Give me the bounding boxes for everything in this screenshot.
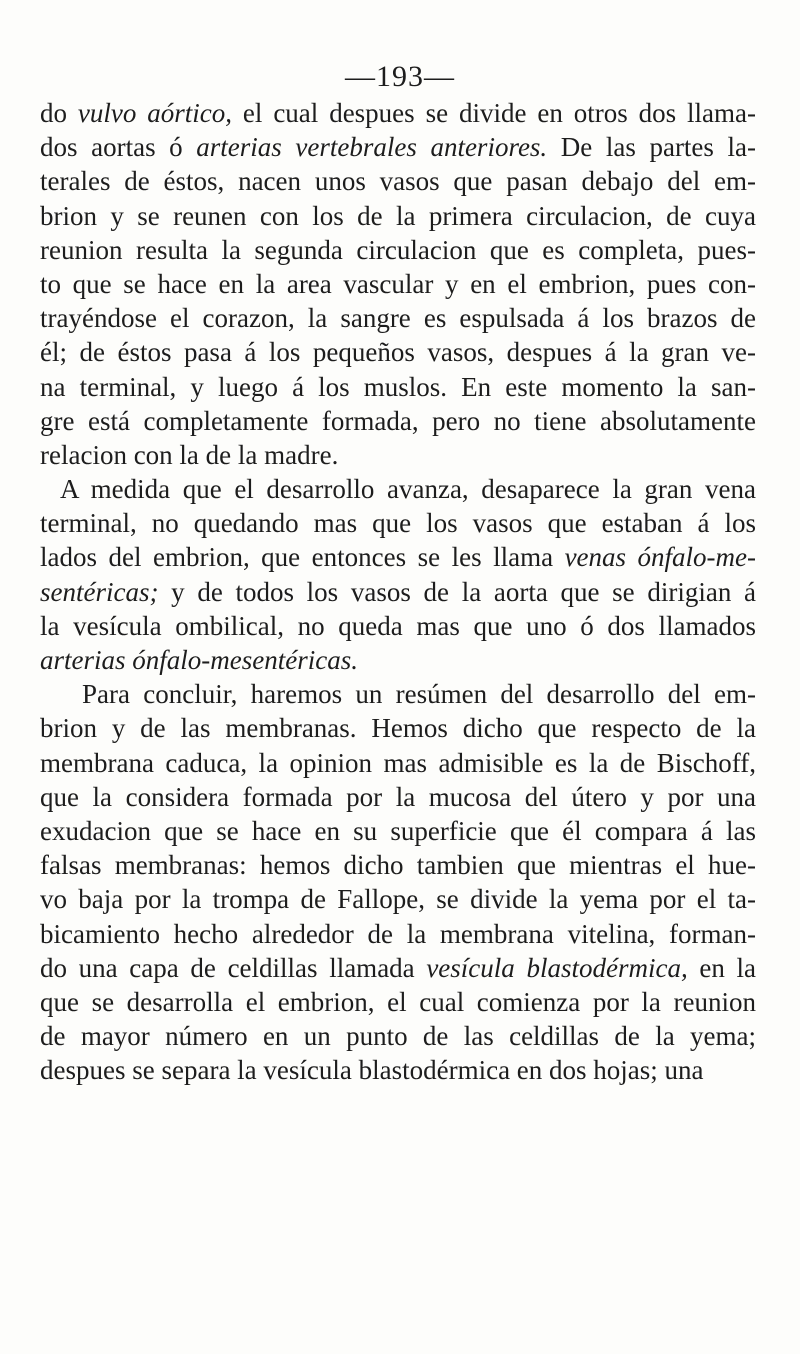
text-line (40, 882, 756, 916)
text-line (40, 130, 756, 164)
text-run: terales de éstos, nacen unos vasos que pasan debajo del em- (40, 166, 756, 197)
text-line (40, 96, 756, 130)
text-run: y de todos los vasos de la aorta que se dirigian á (158, 576, 756, 607)
text-line (40, 472, 756, 506)
text-line (40, 917, 756, 951)
text-run: vo baja por la trompa de Fallope, se divide la yema por el ta- (40, 884, 756, 915)
text-line (40, 540, 756, 574)
text-line (40, 951, 756, 985)
text-line (40, 438, 756, 472)
italic-term: vulvo aórtico, (77, 98, 233, 128)
text-run: reunion resulta la segunda circulacion que es completa, pues- (40, 234, 756, 265)
text-run: Para concluir, haremos un resúmen del desarrollo del em- (82, 679, 756, 710)
text-run: De las partes la- (547, 132, 756, 163)
text-run: na terminal, y luego á los muslos. En este momento la san- (40, 371, 756, 402)
text-line (40, 164, 756, 198)
text-line (40, 848, 756, 882)
text-run: falsas membranas: hemos dicho tambien que mientras el hue- (40, 850, 756, 881)
text-run: bicamiento hecho alrededor de la membrana vitelina, forman- (40, 918, 756, 949)
text-run: do (40, 98, 78, 128)
text-run: despues se separa la vesícula blastodérmica en dos hojas; una (40, 1055, 704, 1086)
text-line (40, 677, 756, 711)
text-line (40, 199, 756, 233)
text-run: la vesícula ombilical, no queda mas que uno ó dos llamados (40, 610, 756, 641)
text-line (40, 1019, 756, 1053)
text-run: trayéndose el corazon, la sangre es espulsada á los brazos de (40, 303, 756, 334)
page-number: —193— (345, 60, 455, 93)
text-run: relacion con la de la madre. (40, 439, 339, 470)
italic-term: sentéricas; (40, 576, 159, 607)
text-run: brion y se reunen con los de la primera circulacion, de cuya (40, 200, 756, 231)
text-run: do una capa de celdillas llamada (40, 952, 427, 983)
text-line (40, 233, 756, 267)
text-run: que se desarrolla el embrion, el cual comienza por la reunion (40, 986, 756, 1017)
text-run: dos aortas ó (40, 132, 197, 163)
text-line (40, 643, 756, 677)
text-line (40, 746, 756, 780)
text-run: él; de éstos pasa á los pequeños vasos, despues á la gran ve- (40, 337, 756, 368)
text-line (40, 301, 756, 335)
paragraph (40, 96, 756, 472)
text-run: to que se hace en la area vascular y en el embrion, pues con- (40, 268, 756, 299)
text-run: lados del embrion, que entonces se les llama (40, 542, 565, 573)
paragraph (40, 677, 756, 1087)
text-run: gre está completamente formada, pero no tiene absolutamente (40, 405, 756, 436)
text-run: exudacion que se hace en su superficie que él compara á las (40, 815, 756, 846)
italic-term: venas ónfalo-me- (564, 542, 756, 573)
text-run: terminal, no quedando mas que los vasos que estaban á los (40, 508, 756, 539)
text-line (40, 404, 756, 438)
italic-term: arterias ónfalo-mesentéricas. (40, 645, 358, 675)
italic-term: arterias vertebrales anteriores. (196, 132, 548, 163)
text-line (40, 985, 756, 1019)
text-run: membrana caduca, la opinion mas admisible es la de Bischoff, (40, 747, 756, 778)
text-line (40, 370, 756, 404)
text-run: que la considera formada por la mucosa del útero y por una (40, 781, 756, 812)
text-line (40, 609, 756, 643)
paragraph (40, 472, 756, 677)
text-line (40, 814, 756, 848)
text-run: de mayor número en un punto de las celdillas de la yema; (40, 1021, 756, 1052)
text-line (40, 780, 756, 814)
italic-term: vesícula blastodérmica, (426, 952, 688, 983)
text-line (40, 335, 756, 369)
text-line (40, 506, 756, 540)
text-run: A medida que el desarrollo avanza, desaparece la gran vena (60, 474, 756, 505)
text-line (40, 267, 756, 301)
text-run: brion y de las membranas. Hemos dicho que respecto de la (40, 713, 756, 744)
body-text (40, 96, 756, 1087)
text-line (40, 711, 756, 745)
text-line (40, 575, 756, 609)
text-run: el cual despues se divide en otros dos llama- (232, 98, 756, 128)
text-run: en la (687, 952, 756, 983)
text-line (40, 1053, 756, 1087)
